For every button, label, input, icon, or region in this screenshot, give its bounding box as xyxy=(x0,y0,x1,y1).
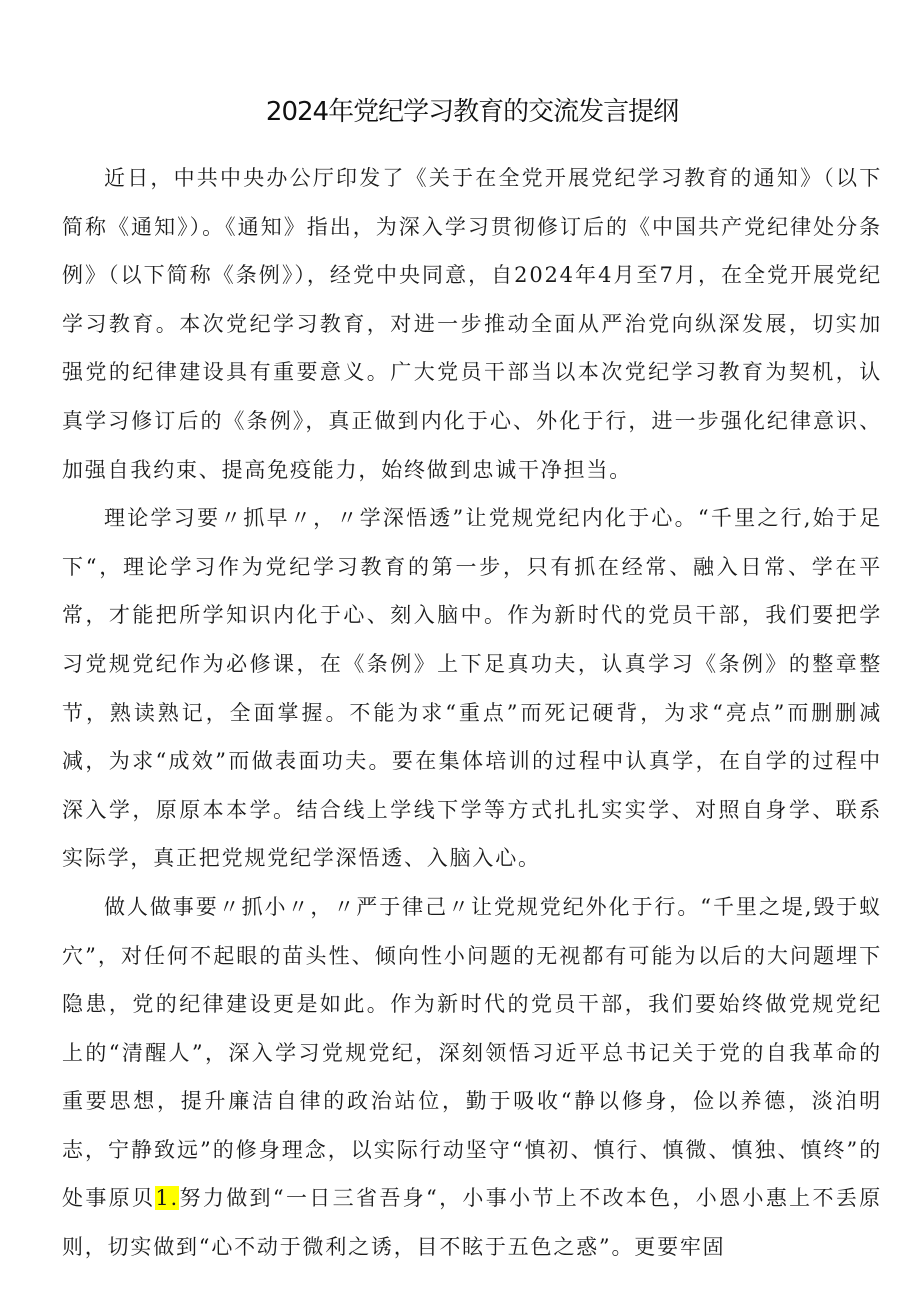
paragraph-self-discipline-part-1: 做人做事要〃抓小〃，〃严于律己〃让党规党纪外化于行。“千里之堤,毁于蚁穴”，对任何不起眼的苗头性、倾向性小问题的无视都有可能为以后的大问题埋下隐患，党的纪律建设更是如此。作为新时代的党员干部，我们要始终做党规党纪上的“清醒人”，深入学习党规党纪，深刻领悟习近平总书记关于党的自我革命的重要思想，提升廉洁自律的政治站位，勤于吸收“静以修身，俭以养德，淡泊明志，宁静致远”的修身理念，以实际行动坚守“慎初、慎行、慎微、慎独、慎终”的处事原贝 xyxy=(62,894,882,1211)
document-body xyxy=(62,154,882,1272)
highlighted-marker: 1. xyxy=(155,1186,179,1211)
paragraph-self-discipline-part-2: 努力做到“一日三省吾身“，小事小节上不改本色，小恩小惠上不丢原则，切实做到“心不动于微利之诱，目不眩于五色之惑”。更要牢固 xyxy=(62,1186,882,1260)
paragraph-intro: 近日，中共中央办公厅印发了《关于在全党开展党纪学习教育的通知》（以下简称《通知》）。《通知》指出，为深入学习贯彻修订后的《中国共产党纪律处分条例》（以下简称《条例》），经党中央同意，自2024年4月至7月，在全党开展党纪学习教育。本次党纪学习教育，对进一步推动全面从严治党向纵深发展，切实加强党的纪律建设具有重要意义。广大党员干部当以本次党纪学习教育为契机，认真学习修订后的《条例》，真正做到内化于心、外化于行，进一步强化纪律意识、加强自我约束、提高免疫能力，始终做到忠诚干净担当。 xyxy=(62,166,882,482)
document-title: 2024年党纪学习教育的交流发言提纲 xyxy=(265,97,679,127)
paragraph-self-discipline xyxy=(62,883,882,1272)
paragraph-theory-study: 理论学习要〃抓早〃，〃学深悟透”让党规党纪内化于心。“千里之行,始于足下“，理论学习作为党纪学习教育的第一步，只有抓在经常、融入日常、学在平常，才能把所学知识内化于心、刻入脑中。作为新时代的党员干部，我们要把学习党规党纪作为必修课，在《条例》上下足真功夫，认真学习《条例》的整章整节，熟读熟记，全面掌握。不能为求“重点”而死记硬背，为求“亮点”而删删减减，为求“成效”而做表面功夫。要在集体培训的过程中认真学，在自学的过程中深入学，原原本本学。结合线上学线下学等方式扎扎实实学、对照自身学、联系实际学，真正把党规党纪学深悟透、入脑入心。 xyxy=(62,506,882,871)
